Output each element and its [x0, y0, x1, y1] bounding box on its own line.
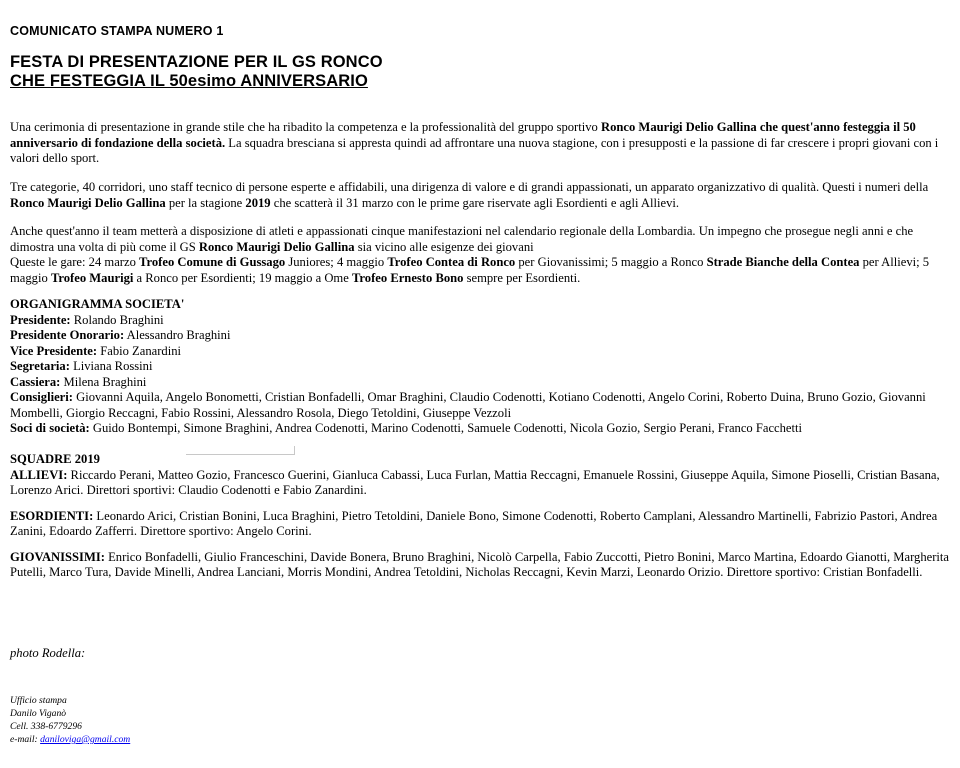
- role-label: Soci di società:: [10, 421, 90, 435]
- role-vice-presidente: [10, 344, 945, 360]
- role-soci: [10, 421, 945, 437]
- races-text: Juniores; 4 maggio: [285, 255, 388, 269]
- email-link[interactable]: daniloviga@gmail.com: [40, 734, 131, 745]
- role-value: Liviana Rossini: [69, 359, 153, 373]
- team-label: ALLIEVI:: [10, 467, 68, 482]
- role-value: Fabio Zanardini: [97, 343, 182, 358]
- press-officer-email-line: [10, 733, 130, 746]
- role-presidente-onorario: [10, 328, 945, 344]
- photo-credit: photo Rodella:: [10, 646, 86, 660]
- intro-paragraph: [10, 120, 945, 167]
- races-text: per Allievi; 5 maggio: [10, 255, 930, 285]
- press-office-label: Ufficio stampa: [10, 695, 67, 706]
- role-value: Milena Braghini: [60, 374, 147, 389]
- intro-text: Una cerimonia di presentazione in grande stile che ha ribadito la competenza e la professionalità del gruppo sportivo: [10, 120, 601, 134]
- team-giovanissimi: [10, 550, 955, 581]
- team-label: GIOVANISSIMI:: [10, 549, 105, 564]
- role-label: Segretaria:: [10, 359, 70, 373]
- role-label: Presidente:: [10, 312, 71, 327]
- season-paragraph: [10, 180, 945, 211]
- team-name-highlight: Ronco Maurigi Delio Gallina che quest'anno festeggia il 50 anniversario di fondazione della società.: [10, 120, 916, 150]
- team-name-highlight: Ronco Maurigi Delio Gallina: [10, 195, 166, 210]
- team-label: ESORDIENTI:: [10, 508, 94, 523]
- role-consiglieri: [10, 390, 945, 421]
- events-text: Anche quest'anno il team metterà a disposizione di atleti e appassionati cinque manifestazioni nel calendario regionale della Lombardia. Un impegno che prosegue negli anni e che dimostra una volta di più come il GS: [10, 224, 914, 254]
- season-year: 2019: [245, 195, 271, 210]
- email-label: e-mail:: [10, 734, 41, 745]
- organigram-section: [10, 297, 945, 437]
- races-text: a Ronco per Esordienti; 19 maggio a Ome: [133, 270, 352, 285]
- team-name-highlight: Ronco Maurigi Delio Gallina: [198, 239, 355, 254]
- race-name: Trofeo Maurigi: [50, 270, 134, 285]
- role-segretaria: [10, 359, 945, 375]
- role-label: Presidente Onorario:: [10, 328, 125, 342]
- title-line-1: FESTA DI PRESENTAZIONE PER IL GS RONCO: [10, 53, 383, 71]
- season-text-end: che scatterà il 31 marzo con le prime gare riservate agli Esordienti e agli Allievi.: [270, 195, 680, 210]
- teams-section: [10, 452, 955, 581]
- season-text: per la stagione: [165, 195, 246, 210]
- season-text: Tre categorie, 40 corridori, uno staff tecnico di persone esperte e affidabili, una dirigenza di valore e di grandi appassionati, un apparato organizzativo di qualità. Questi i numeri della: [10, 180, 929, 194]
- press-release-title: [10, 53, 383, 91]
- team-roster: Leonardo Arici, Cristian Bonini, Luca Braghini, Pietro Tetoldini, Daniele Bono, Simone Codenotti, Roberto Camplani, Alessandro Martinelli, Fabrizio Pastori, Andrea Zanini, Edoardo Zafferri. Direttore sportivo: Angelo Corini.: [10, 508, 938, 538]
- press-release-number: COMUNICATO STAMPA NUMERO 1: [10, 24, 224, 38]
- team-roster: Riccardo Perani, Matteo Gozio, Francesco Guerini, Gianluca Cabassi, Luca Furlan, Mattia Reccagni, Emanuele Rossini, Giuseppe Aquila, Simone Pioselli, Cristian Basana, Lorenzo Arici. Direttori sportivi: Claudio Codenotti e Fabio Zanardini.: [10, 467, 940, 497]
- role-value: Guido Bontempi, Simone Braghini, Andrea Codenotti, Marino Codenotti, Samuele Codenotti, Nicola Gozio, Sergio Perani, Franco Facchetti: [89, 421, 803, 435]
- events-text: sia vicino alle esigenze dei giovani: [354, 239, 534, 254]
- press-office-signature: [10, 694, 130, 746]
- races-text: Queste le gare: 24 marzo: [10, 255, 140, 269]
- races-text: per Giovanissimi; 5 maggio a Ronco: [515, 255, 707, 269]
- organigram-heading: ORGANIGRAMMA SOCIETA': [10, 297, 185, 311]
- intro-text-end: La squadra bresciana si appresta quindi ad affrontare una nuova stagione, con i presupposti e la passione di far crescere i propri giovani con i valori dello sport.: [10, 135, 939, 165]
- role-presidente: [10, 313, 945, 329]
- role-value: Giovanni Aquila, Angelo Bonometti, Cristian Bonfadelli, Omar Braghini, Claudio Codenotti, Kotiano Codenotti, Angelo Corini, Roberto Duina, Bruno Gozio, Giovanni Mombelli, Giorgio Reccagni, Fabio Rossini, Alessandro Rosola, Diego Tetoldini, Giuseppe Vezzoli: [10, 390, 926, 420]
- press-officer-phone: Cell. 338-6779296: [10, 721, 82, 732]
- role-label: Consiglieri:: [10, 390, 73, 404]
- team-allievi: [10, 468, 955, 499]
- role-value: Rolando Braghini: [70, 312, 164, 327]
- races-text-end: sempre per Esordienti.: [463, 270, 581, 285]
- role-value: Alessandro Braghini: [124, 328, 231, 342]
- role-label: Cassiera:: [10, 374, 61, 389]
- title-line-2: CHE FESTEGGIA IL 50esimo ANNIVERSARIO: [10, 72, 368, 90]
- race-name: Trofeo Contea di Ronco: [387, 255, 516, 269]
- team-roster: Enrico Bonfadelli, Giulio Franceschini, Davide Bonera, Bruno Braghini, Nicolò Carpella, Fabio Zuccotti, Pietro Bonini, Marco Martina, Edoardo Gianotti, Margherita Putelli, Marco Tura, Davide Minelli, Andrea Lanciani, Morris Mondini, Andrea Tetoldini, Nicholas Reccagni, Kevin Marzi, Leonardo Orizio. Direttore sportivo: Cristian Bonfadelli.: [10, 549, 950, 579]
- race-name: Trofeo Ernesto Bono: [351, 270, 464, 285]
- teams-heading: SQUADRE 2019: [10, 452, 100, 466]
- race-name: Strade Bianche della Contea: [706, 255, 860, 269]
- events-paragraph: [10, 224, 945, 286]
- role-label: Vice Presidente:: [10, 343, 98, 358]
- press-officer-name: Danilo Viganò: [10, 708, 67, 719]
- team-esordienti: [10, 509, 955, 540]
- role-cassiera: [10, 375, 945, 391]
- race-name: Trofeo Comune di Gussago: [139, 255, 286, 269]
